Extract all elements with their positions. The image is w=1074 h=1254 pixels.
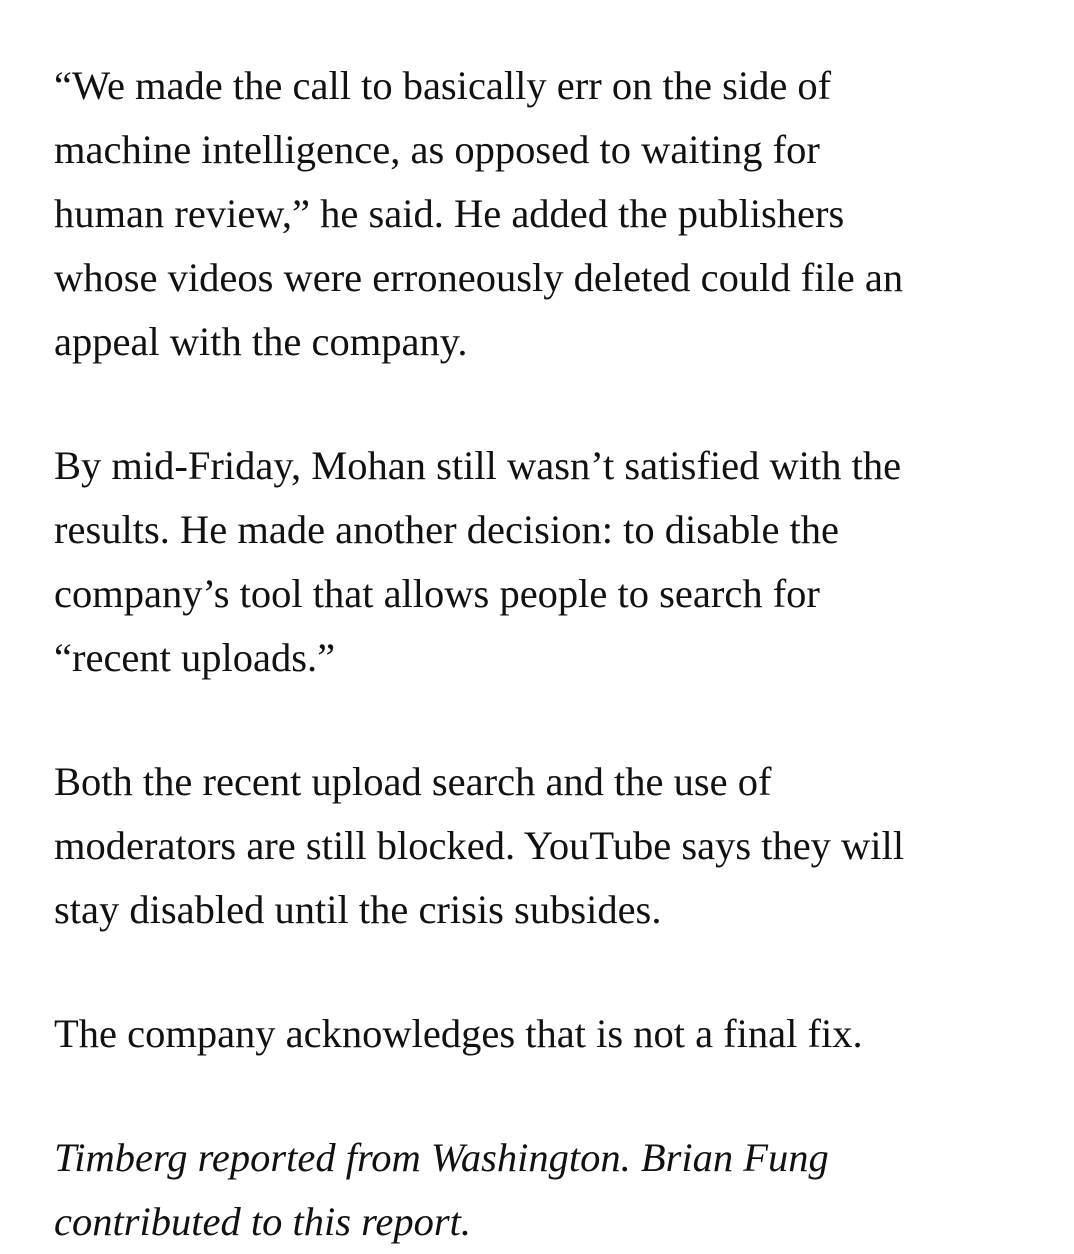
article-paragraph: “We made the call to basically err on the side of machine intelligence, as opposed to waiting for human review,” he said. He added the publishers whose videos were erroneously deleted could file an appeal with the company. — [54, 63, 904, 364]
article-body — [54, 54, 1044, 1254]
article-paragraph: Both the recent upload search and the use of moderators are still blocked. YouTube says they will stay disabled until the crisis subsides. — [54, 759, 905, 932]
article-paragraph: By mid-Friday, Mohan still wasn’t satisfied with the results. He made another decision: to disable the company’s tool that allows people to search for “recent uploads.” — [54, 443, 902, 680]
byline-note: Timberg reported from Washington. Brian Fung contributed to this report. — [54, 1135, 829, 1244]
article-paragraph: The company acknowledges that is not a final fix. — [54, 1011, 863, 1056]
